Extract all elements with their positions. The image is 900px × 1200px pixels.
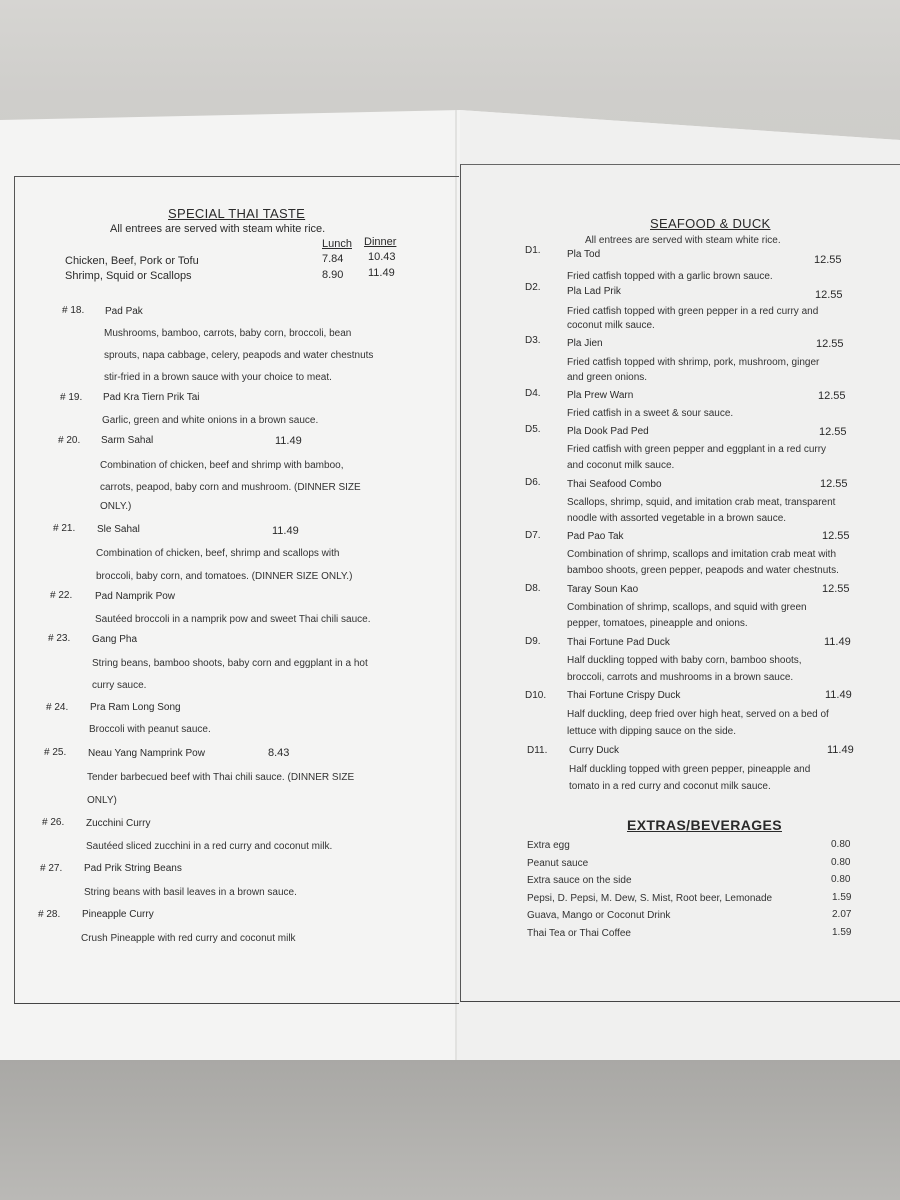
item-description: Crush Pineapple with red curry and coconut milk (81, 933, 296, 944)
item-number: D10. (525, 690, 547, 701)
item-name: Sle Sahal (97, 524, 140, 535)
item-number: D11. (527, 745, 548, 756)
item-name: Zucchini Curry (86, 818, 151, 829)
left-menu-panel (14, 176, 459, 1004)
item-description: Scallops, shrimp, squid, and imitation crab meat, transparent (567, 497, 836, 508)
item-name: Pla Dook Pad Ped (567, 426, 649, 437)
item-description: Broccoli with peanut sauce. (89, 724, 211, 735)
item-description: Mushrooms, bamboo, carrots, baby corn, broccoli, bean (104, 328, 352, 339)
extra-item-label: Extra sauce on the side (527, 875, 632, 886)
extra-item-label: Peanut sauce (527, 858, 589, 869)
item-number: # 18. (62, 305, 85, 316)
dinner-header: Dinner (364, 236, 397, 248)
price-row-lunch: 7.84 (322, 253, 344, 265)
item-number: D3. (525, 335, 541, 346)
item-price: 12.55 (822, 530, 850, 542)
item-name: Pad Prik String Beans (84, 863, 182, 874)
item-price: 11.49 (275, 435, 302, 447)
item-name: Pla Jien (567, 338, 603, 349)
item-description: Fried catfish topped with shrimp, pork, mushroom, ginger (567, 357, 820, 368)
item-price: 12.55 (820, 478, 848, 490)
item-name: Taray Soun Kao (567, 584, 639, 595)
item-description: Combination of chicken, beef and shrimp with bamboo, (100, 460, 344, 471)
item-name: Pineapple Curry (82, 909, 154, 920)
item-number: # 19. (60, 392, 83, 403)
item-name: Pla Prew Warn (567, 390, 634, 401)
item-number: # 23. (48, 633, 71, 644)
item-name: Curry Duck (569, 745, 620, 756)
item-name: Pad Pak (105, 306, 143, 317)
item-number: D1. (525, 245, 541, 256)
item-description: lettuce with dipping sauce on the side. (567, 726, 736, 737)
item-description: Combination of chicken, beef, shrimp and scallops with (96, 548, 340, 559)
item-name: Pra Ram Long Song (90, 702, 181, 713)
item-description: Sautéed broccoli in a namprik pow and sweet Thai chili sauce. (95, 614, 371, 625)
item-price: 12.55 (822, 583, 850, 595)
item-number: D9. (525, 636, 541, 647)
item-description: curry sauce. (92, 680, 147, 691)
right-subtitle: All entrees are served with steam white rice. (585, 235, 781, 246)
item-name: Pad Kra Tiern Prik Tai (103, 392, 200, 403)
price-row-lunch: 8.90 (322, 269, 344, 281)
item-description: String beans with basil leaves in a brown sauce. (84, 887, 297, 898)
item-number: # 25. (44, 747, 67, 758)
price-row-label: Chicken, Beef, Pork or Tofu (65, 255, 199, 267)
item-description: Half duckling topped with baby corn, bamboo shoots, (567, 655, 802, 666)
item-price: 12.55 (816, 338, 844, 350)
extra-item-label: Thai Tea or Thai Coffee (527, 928, 631, 939)
item-price: 12.55 (819, 426, 847, 438)
item-description: Fried catfish topped with a garlic brown sauce. (567, 271, 773, 282)
item-price: 12.55 (815, 289, 843, 301)
item-name: Pad Pao Tak (567, 531, 624, 542)
item-description: broccoli, carrots and mushrooms in a brown sauce. (567, 672, 794, 683)
left-subtitle: All entrees are served with steam white rice. (110, 223, 326, 235)
item-number: # 20. (58, 435, 81, 446)
item-description: coconut milk sauce. (567, 320, 655, 331)
item-number: D4. (525, 388, 541, 399)
item-description: carrots, peapod, baby corn and mushroom. (DINNER SIZE (100, 482, 361, 493)
item-description: tomato in a red curry and coconut milk sauce. (569, 781, 771, 792)
item-description: bamboo shoots, green pepper, peapods and water chestnuts. (567, 565, 839, 576)
item-description: Sautéed sliced zucchini in a red curry and coconut milk. (86, 841, 333, 852)
item-number: # 21. (53, 523, 76, 534)
item-description: pepper, tomatoes, pineapple and onions. (567, 618, 748, 629)
section-title-extras-beverages: EXTRAS/BEVERAGES (627, 817, 782, 833)
section-title-seafood-duck: SEAFOOD & DUCK (650, 216, 771, 231)
item-description: Fried catfish in a sweet & sour sauce. (567, 408, 734, 419)
item-name: Sarm Sahal (101, 435, 154, 446)
item-number: D6. (525, 477, 541, 488)
item-description: Half duckling, deep fried over high heat, served on a bed of (567, 709, 829, 720)
extra-item-price: 0.80 (831, 857, 851, 868)
item-description: Combination of shrimp, scallops, and squid with green (567, 602, 807, 613)
item-name: Gang Pha (92, 634, 138, 645)
item-description: broccoli, baby corn, and tomatoes. (DINNER SIZE ONLY.) (96, 571, 353, 582)
item-price: 11.49 (824, 636, 851, 648)
item-name: Pla Lad Prik (567, 286, 621, 297)
section-title-special-thai-taste: SPECIAL THAI TASTE (168, 206, 306, 221)
item-name: Pad Namprik Pow (95, 591, 176, 602)
extra-item-label: Extra egg (527, 840, 570, 851)
item-description: Combination of shrimp, scallops and imitation crab meat with (567, 549, 837, 560)
extra-item-label: Guava, Mango or Coconut Drink (527, 910, 671, 921)
item-number: D8. (525, 583, 541, 594)
item-name: Pla Tod (567, 249, 601, 260)
item-price: 12.55 (818, 390, 846, 402)
item-name: Thai Fortune Pad Duck (567, 637, 670, 648)
item-description: String beans, bamboo shoots, baby corn and eggplant in a hot (92, 658, 368, 669)
item-description: ONLY) (87, 795, 117, 806)
item-description: Fried catfish topped with green pepper in a red curry and (567, 306, 819, 317)
item-name: Thai Seafood Combo (567, 479, 662, 490)
item-description: Half duckling topped with green pepper, pineapple and (569, 764, 811, 775)
item-number: D7. (525, 530, 541, 541)
item-description: ONLY.) (100, 501, 132, 512)
price-row-dinner: 11.49 (368, 267, 395, 279)
item-description: and green onions. (567, 372, 648, 383)
item-price: 11.49 (825, 689, 852, 701)
item-description: Tender barbecued beef with Thai chili sauce. (DINNER SIZE (87, 772, 355, 783)
extra-item-price: 1.59 (832, 927, 852, 938)
price-row-dinner: 10.43 (368, 251, 396, 263)
item-number: D5. (525, 424, 541, 435)
extra-item-price: 2.07 (832, 909, 852, 920)
item-number: # 24. (46, 702, 69, 713)
item-name: Neau Yang Namprink Pow (88, 748, 205, 759)
item-number: # 26. (42, 817, 65, 828)
item-description: Garlic, green and white onions in a brown sauce. (102, 415, 319, 426)
item-name: Thai Fortune Crispy Duck (567, 690, 681, 701)
price-row-label: Shrimp, Squid or Scallops (65, 270, 192, 282)
item-description: sprouts, napa cabbage, celery, peapods and water chestnuts (104, 350, 374, 361)
shadow-band (0, 1060, 900, 1200)
item-description: and coconut milk sauce. (567, 460, 675, 471)
item-number: D2. (525, 282, 541, 293)
item-price: 8.43 (268, 747, 290, 759)
item-description: Fried catfish with green pepper and eggplant in a red curry (567, 444, 827, 455)
lunch-header: Lunch (322, 238, 352, 250)
item-price: 11.49 (827, 744, 854, 756)
extra-item-label: Pepsi, D. Pepsi, M. Dew, S. Mist, Root beer, Lemonade (527, 893, 773, 904)
extra-item-price: 1.59 (832, 892, 852, 903)
item-price: 11.49 (272, 525, 299, 537)
item-number: # 27. (40, 863, 63, 874)
item-number: # 22. (50, 590, 73, 601)
item-description: stir-fried in a brown sauce with your choice to meat. (104, 372, 332, 383)
item-description: noodle with assorted vegetable in a brown sauce. (567, 513, 787, 524)
item-price: 12.55 (814, 254, 842, 266)
extra-item-price: 0.80 (831, 874, 851, 885)
extra-item-price: 0.80 (831, 839, 851, 850)
item-number: # 28. (38, 909, 61, 920)
